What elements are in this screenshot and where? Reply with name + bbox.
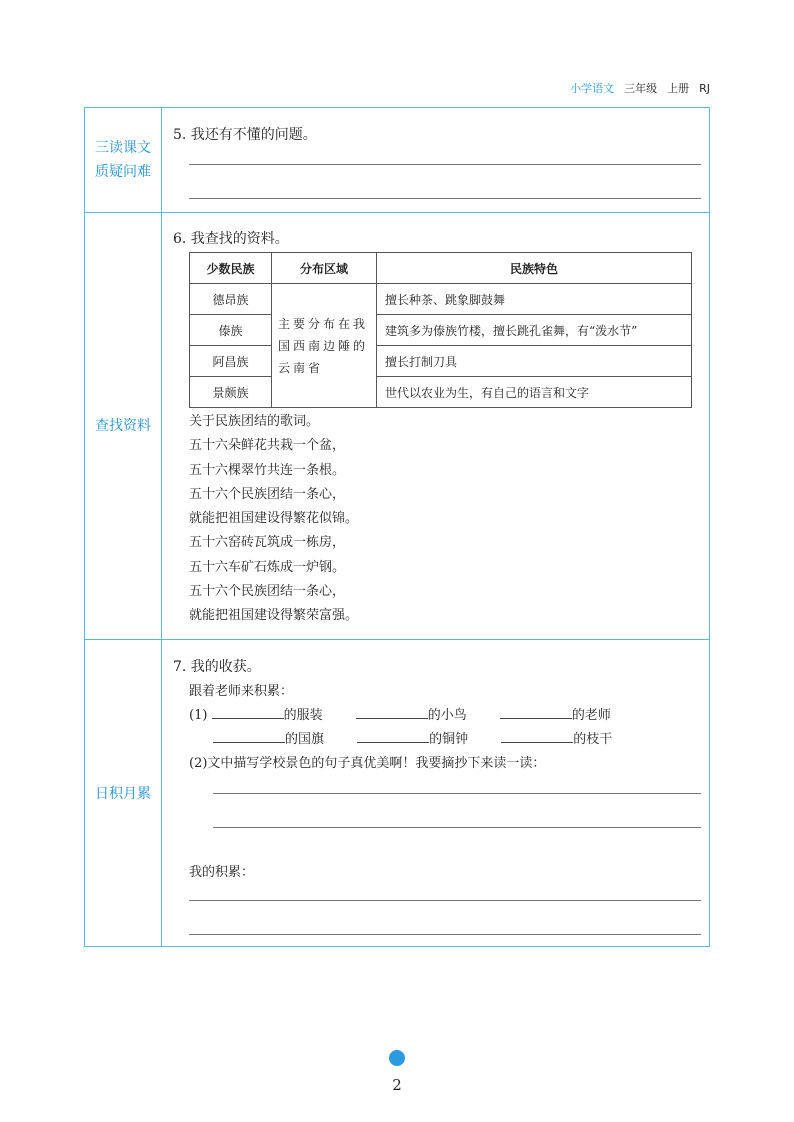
table-row [190, 377, 692, 408]
ethnic-groups-table [189, 252, 692, 408]
follow-teacher-text: 跟着老师来积累： [189, 684, 294, 699]
ethnic-name: 德昂族 [190, 284, 272, 315]
my-accumulation-label: 我的积累： [189, 865, 255, 880]
lyric-line: 五十六棵翠竹共连一条根。 [189, 462, 346, 478]
section-label-reading [85, 108, 161, 212]
fill-blank[interactable] [357, 729, 429, 743]
feature-cell: 擅长打制刀具 [377, 346, 692, 377]
header-grade: 三年级 [624, 82, 658, 95]
worksheet-frame [84, 107, 710, 947]
blank-suffix: 的服装 [283, 708, 323, 723]
table-row [190, 315, 692, 346]
fill-blank[interactable] [212, 705, 284, 719]
answer-line[interactable] [213, 793, 701, 794]
feature-cell: 建筑多为傣族竹楼，擅长跳孔雀舞，有“泼水节” [377, 315, 692, 346]
fill-row-1 [189, 704, 640, 723]
header-edition: RJ [699, 81, 710, 95]
section-label-line: 日积月累 [95, 785, 151, 802]
table-row [190, 346, 692, 377]
fill-blank[interactable] [500, 705, 572, 719]
answer-line[interactable] [189, 198, 701, 199]
fill-blank[interactable] [213, 729, 285, 743]
question-7: 7. 我的收获。 [173, 659, 261, 675]
blank-suffix: 的小鸟 [427, 708, 467, 723]
lyric-line: 五十六窑砖瓦筑成一栋房， [189, 535, 346, 551]
feature-cell: 世代以农业为生，有自己的语言和文字 [377, 377, 692, 408]
section-label-research [85, 212, 161, 639]
table-header: 民族特色 [377, 253, 692, 284]
lyric-line: 就能把祖国建设得繁花似锦。 [189, 511, 359, 527]
page-header [570, 80, 710, 96]
feature-cell: 擅长种茶、跳象脚鼓舞 [377, 284, 692, 315]
section-label-line: 查找资料 [95, 417, 151, 434]
lyric-line: 五十六个民族团结一条心， [189, 584, 346, 600]
section-label-accumulate [85, 639, 161, 948]
header-volume: 上册 [667, 82, 690, 95]
lyric-line: 五十六个民族团结一条心， [189, 486, 346, 502]
lyrics-title: 关于民族团结的歌词。 [189, 414, 320, 429]
table-header: 分布区域 [272, 253, 377, 284]
table-row [190, 284, 692, 315]
item-number: (1) [189, 708, 208, 723]
ethnic-name: 傣族 [190, 315, 272, 346]
lyrics-block [189, 410, 358, 629]
section-label-line: 三读课文 [95, 140, 151, 156]
fill-row-2 [213, 728, 641, 747]
blank-suffix: 的国旗 [285, 732, 325, 747]
answer-line[interactable] [189, 934, 701, 935]
section-label-line: 质疑问难 [95, 164, 151, 180]
answer-line[interactable] [213, 827, 701, 828]
ethnic-name: 阿昌族 [190, 346, 272, 377]
fill-blank[interactable] [501, 729, 573, 743]
answer-line[interactable] [189, 164, 701, 165]
page-dot-icon [389, 1050, 405, 1066]
blank-suffix: 的枝干 [573, 732, 613, 747]
lyric-line: 五十六车矿石炼成一炉钢。 [189, 559, 346, 575]
question-6: 6. 我查找的资料。 [173, 231, 289, 247]
header-subject: 小学语文 [570, 82, 615, 95]
fill-blank[interactable] [356, 705, 428, 719]
ethnic-name: 景颇族 [190, 377, 272, 408]
column-divider [161, 108, 162, 946]
lyric-line: 五十六朵鲜花共栽一个盆， [189, 438, 346, 454]
question-5: 5. 我还有不懂的问题。 [173, 127, 317, 143]
table-header: 少数民族 [190, 253, 272, 284]
copy-instruction: (2)文中描写学校景色的句子真优美啊！我要摘抄下来读一读： [189, 756, 546, 771]
row-divider [85, 212, 709, 213]
table-header-row [190, 253, 692, 284]
blank-suffix: 的铜钟 [429, 732, 469, 747]
region-cell: 主要分布在我国西南边陲的云南省 [272, 284, 377, 408]
page-number: 2 [392, 1076, 402, 1094]
row-divider [85, 639, 709, 640]
lyric-line: 就能把祖国建设得繁荣富强。 [189, 608, 359, 624]
answer-line[interactable] [189, 900, 701, 901]
blank-suffix: 的老师 [571, 708, 611, 723]
